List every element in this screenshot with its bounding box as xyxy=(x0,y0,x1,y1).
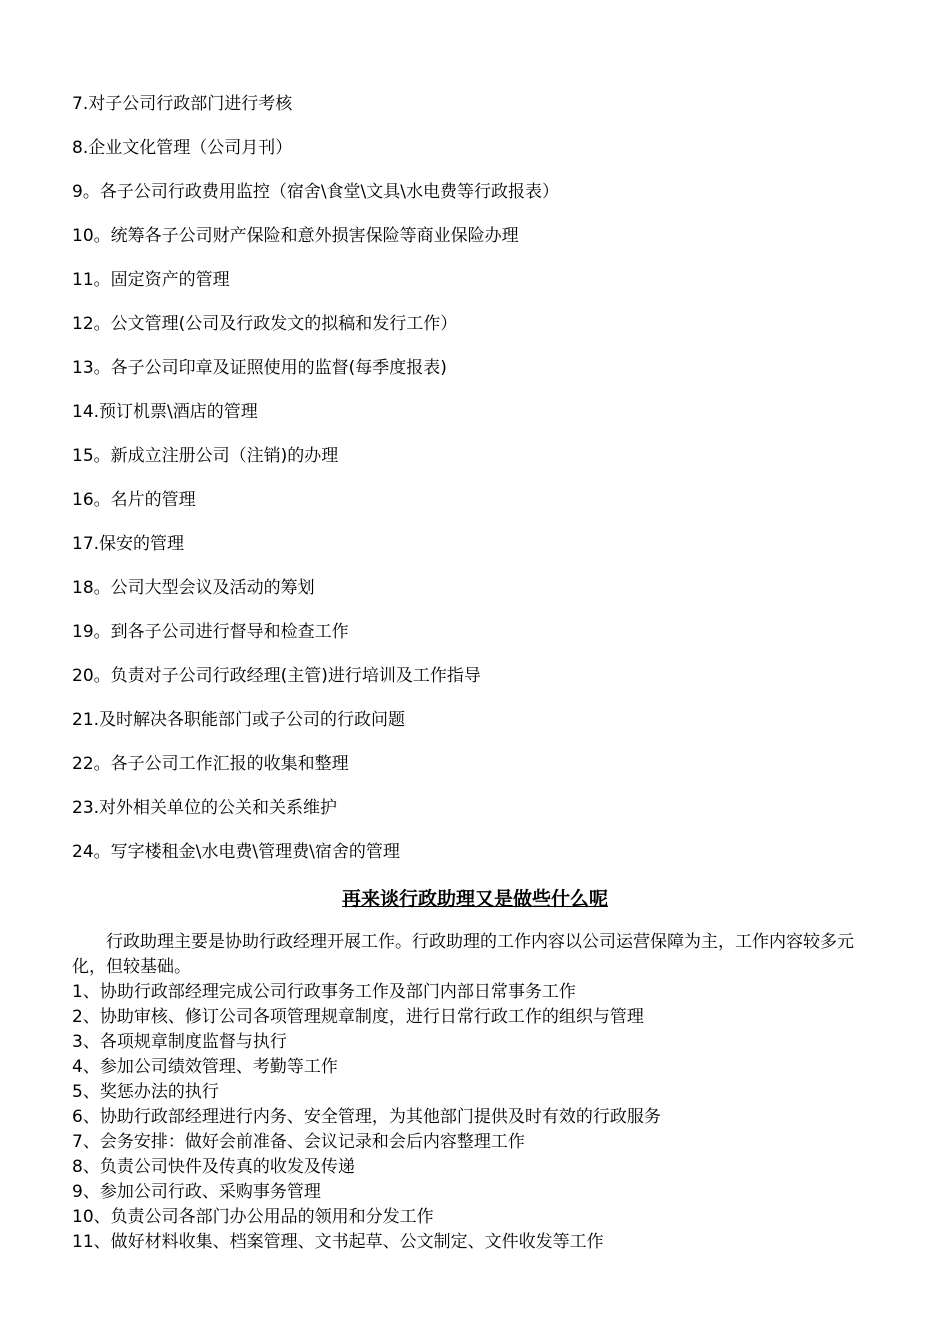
list-item: 8、负责公司快件及传真的收发及传递 xyxy=(72,1157,355,1177)
list-item: 6、协助行政部经理进行内务、安全管理，为其他部门提供及时有效的行政服务 xyxy=(72,1107,661,1127)
list-item: 10、负责公司各部门办公用品的领用和分发工作 xyxy=(72,1207,434,1227)
list-item: 11、做好材料收集、档案管理、文书起草、公文制定、文件收发等工作 xyxy=(72,1232,604,1252)
list-item: 24。写字楼租金\水电费\管理费\宿舍的管理 xyxy=(72,842,400,862)
list-item: 20。负责对子公司行政经理(主管)进行培训及工作指导 xyxy=(72,666,481,686)
assistant-duties-list xyxy=(72,980,872,1255)
list-item: 8.企业文化管理（公司月刊） xyxy=(72,138,293,158)
list-item: 12。公文管理(公司及行政发文的拟稿和发行工作） xyxy=(72,314,458,334)
intro-paragraph: 行政助理主要是协助行政经理开展工作。行政助理的工作内容以公司运营保障为主，工作内容较多元化，但较基础。 xyxy=(72,932,854,977)
list-item: 1、协助行政部经理完成公司行政事务工作及部门内部日常事务工作 xyxy=(72,982,576,1002)
list-item: 11。固定资产的管理 xyxy=(72,270,230,290)
list-item: 7.对子公司行政部门进行考核 xyxy=(72,94,293,114)
list-item: 17.保安的管理 xyxy=(72,534,185,554)
list-item: 7、会务安排：做好会前准备、会议记录和会后内容整理工作 xyxy=(72,1132,525,1152)
list-item: 16。名片的管理 xyxy=(72,490,196,510)
list-item: 9、参加公司行政、采购事务管理 xyxy=(72,1182,321,1202)
list-item: 18。公司大型会议及活动的筹划 xyxy=(72,578,315,598)
list-item: 22。各子公司工作汇报的收集和整理 xyxy=(72,754,349,774)
list-item: 19。到各子公司进行督导和检查工作 xyxy=(72,622,349,642)
manager-duties-list xyxy=(72,92,872,884)
list-item: 10。统筹各子公司财产保险和意外损害保险等商业保险办理 xyxy=(72,226,519,246)
list-item: 15。新成立注册公司（注销)的办理 xyxy=(72,446,339,466)
list-item: 13。各子公司印章及证照使用的监督(每季度报表) xyxy=(72,358,447,378)
list-item: 23.对外相关单位的公关和关系维护 xyxy=(72,798,338,818)
list-item: 5、奖惩办法的执行 xyxy=(72,1082,219,1102)
list-item: 2、协助审核、修订公司各项管理规章制度，进行日常行政工作的组织与管理 xyxy=(72,1007,644,1027)
list-item: 4、参加公司绩效管理、考勤等工作 xyxy=(72,1057,338,1077)
list-item: 9。各子公司行政费用监控（宿舍\食堂\文具\水电费等行政报表） xyxy=(72,182,559,202)
list-item: 14.预订机票\酒店的管理 xyxy=(72,402,258,422)
list-item: 21.及时解决各职能部门或子公司的行政问题 xyxy=(72,710,406,730)
section-title: 再来谈行政助理又是做些什么呢 xyxy=(341,888,608,910)
list-item: 3、各项规章制度监督与执行 xyxy=(72,1032,287,1052)
